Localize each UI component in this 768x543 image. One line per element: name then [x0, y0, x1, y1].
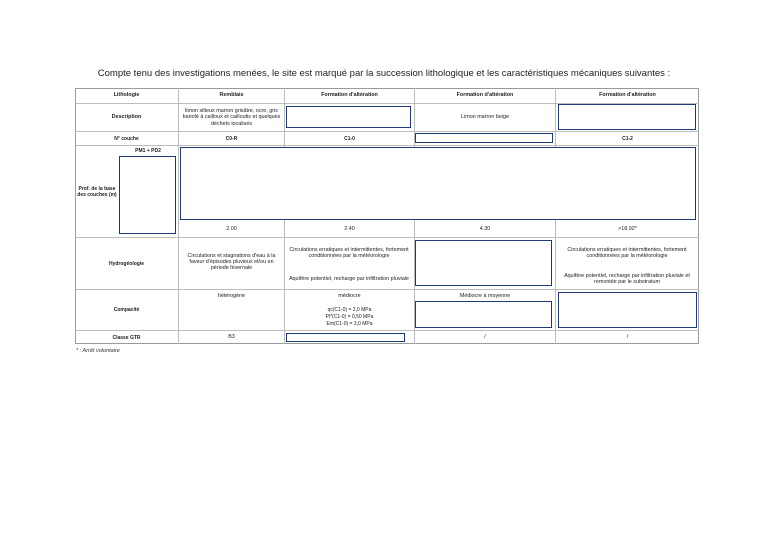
couche-remblais: C0-R: [225, 135, 238, 142]
profondeur-label: Prof. de la base des couches (m): [77, 186, 117, 198]
hydro-remblais: Circulations et stagnations d'eau à la faveur d'épisodes pluvieux et/ou en période hivernale: [187, 252, 276, 272]
pl-value: Pl*(C1-0) = 0,50 MPa: [325, 313, 374, 320]
hydro-formation-3-aquifere: Aquifère potentiel, recharge par infiltration pluviale et remontée par le substratum: [564, 272, 690, 285]
redaction-box: [558, 292, 697, 328]
hydro-formation-1-aquifere: Aquifère potentiel, recharge par infiltration pluviale: [289, 275, 409, 282]
redaction-box: [415, 301, 552, 328]
couche-formation-3: C1-2: [622, 135, 633, 142]
profondeur-formation-1: 2.40: [344, 226, 355, 233]
description-label: Description: [111, 114, 142, 121]
hydro-formation-3-circulation: Circulations erratiques et intermittentes, fortement conditionnées par la météorologie: [567, 246, 687, 259]
header-formation-1: Formation d'altération: [321, 92, 378, 99]
col-divider: [178, 88, 179, 344]
gtr-remblais: B3: [228, 334, 235, 341]
header-lithologie: Lithologie: [113, 92, 140, 99]
compacite-remblais: hétérogène: [217, 293, 246, 300]
gtr-formation-3: /: [626, 334, 629, 341]
compacite-formation-1: médiocre: [338, 293, 361, 300]
redaction-box: [415, 133, 553, 143]
header-formation-2: Formation d'altération: [456, 92, 514, 99]
profondeur-formation-2: 4.30: [479, 226, 491, 233]
hydro-label: Hydrogéologie: [108, 260, 144, 267]
gtr-formation-2: /: [484, 334, 486, 341]
header-remblais: Remblais: [219, 92, 244, 99]
em-value: Em(C1-0) = 3,0 MPa: [326, 320, 373, 327]
gtr-label: Classe GTR: [112, 334, 141, 341]
profondeur-formation-3: >18.92*: [618, 226, 637, 233]
redaction-box: [415, 240, 552, 286]
header-formation-3: Formation d'altération: [599, 92, 656, 99]
profondeur-remblais: 2.00: [226, 226, 237, 233]
description-remblais: limon silteux marron grisâtre, ocre, gris bariolé à cailloux et cailloutis et quelques déchets localisés: [182, 108, 281, 127]
redaction-box: [119, 156, 176, 234]
intro-text: Compte tenu des investigations menées, le site est marqué par la succession lithologique et les caractéristiques mécaniques suivantes :: [97, 68, 671, 79]
redaction-box: [558, 104, 696, 130]
description-formation-2: Limon marron beige: [461, 114, 509, 121]
compacite-formation-2: Médiocre à moyenne: [459, 293, 511, 300]
compacite-label: Compacité: [113, 307, 140, 313]
qc-value: qc(C1-0) = 2,0 MPa: [327, 306, 372, 313]
redaction-box: [286, 106, 411, 128]
hydro-formation-1-circulation: Circulations erratiques et intermittentes, fortement conditionnées par la météorologie: [289, 246, 409, 259]
couche-label: N° couche: [114, 135, 139, 142]
redaction-box: [180, 147, 696, 220]
redaction-box: [286, 333, 405, 342]
couche-formation-1: C1-0: [344, 135, 355, 142]
sondage-label: PM1 + PD2: [135, 147, 161, 154]
footnote: * : Arrêt volontaire: [76, 348, 120, 354]
